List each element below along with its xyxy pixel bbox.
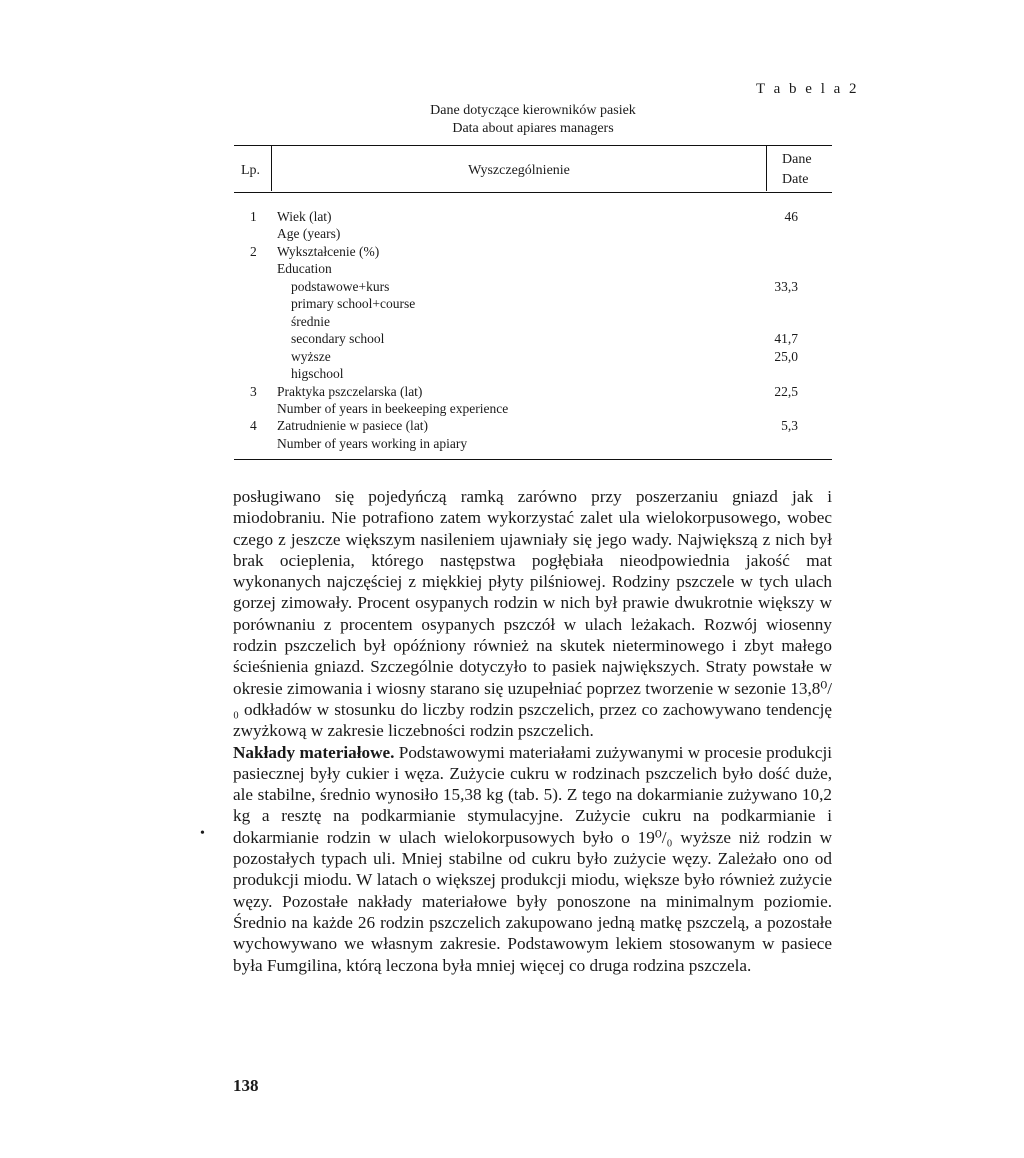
table-header-description: Wyszczególnienie — [468, 163, 570, 178]
table-row-value: 46 — [784, 209, 798, 224]
table-top-rule — [234, 145, 832, 146]
table-header-data-pl: Dane — [782, 152, 812, 167]
table-row-text: podstawowe+kurs — [291, 278, 390, 294]
table-row-text: Praktyka pszczelarska (lat) — [277, 383, 423, 399]
table-row-text: Number of years in beekeeping experience — [277, 400, 509, 416]
body-text — [233, 486, 832, 976]
table-bottom-rule — [234, 459, 832, 460]
table-row-value: 41,7 — [774, 331, 798, 347]
table-caption-en: Data about apiares managers — [452, 121, 614, 136]
paragraph-2-text: Podstawowymi materiałami zużywanymi w procesie produkcji pasiecznej były cukier i węza. Zużycie cukru w rodzinach pszczelich było dość duże, ale stabilne, średnio wynosiło 15,38 kg (tab. 5). Z tego na dokarmianie zużywano 10,2 kg a resztę na podkarmianie stymulacyjne. Zużycie cukru na podkarmianie i dokarmianie rodzin w ulach wielokorpusowych było o 19⁰/₀ wyższe niż rodzin w pozostałych typach uli. Mniej stabilne od cukru było zużycie węzy. Zależało ono od produkcji miodu. W latach o większej produkcji miodu, większe było również zużycie węzy. Pozostałe nakłady materiałowe były ponoszone na minimalnym poziomie. Średnio na każde 26 rodzin pszczelich zakupowano jedną matkę pszczelą, a pozostałe wychowywano we własnym zakresie. Podstawowym lekiem stosowanym w pasiece była Fumgilina, którą leczona była mniej więcej co druga rodzina pszczela. — [233, 742, 832, 975]
paragraph-2 — [233, 742, 832, 976]
table-header-data-en: Date — [782, 172, 809, 187]
table-row-text: Number of years working in apiary — [277, 435, 468, 451]
table-header-lp: Lp. — [241, 163, 261, 178]
table-header-rule — [234, 192, 832, 193]
table-caption-pl: Dane dotyczące kierowników pasiek — [430, 103, 636, 118]
table-row-number: 1 — [250, 209, 257, 224]
table-row-text: Zatrudnienie w pasiece (lat) — [277, 418, 429, 434]
table-row-text: primary school+course — [291, 296, 416, 312]
table-column-divider-left — [271, 146, 272, 191]
table-row-text: Wiek (lat) — [277, 209, 332, 224]
table-row-value: 22,5 — [774, 383, 798, 399]
table-row-number: 4 — [250, 418, 257, 434]
table-row-text: Education — [277, 261, 332, 277]
table-row-value: 5,3 — [781, 418, 798, 434]
table-row-value: 33,3 — [774, 278, 798, 294]
table-label: T a b e l a 2 — [756, 81, 860, 97]
table-row-number: 3 — [250, 383, 257, 399]
table-row-text: wyższe — [291, 348, 331, 364]
table-row-text: średnie — [291, 313, 330, 329]
margin-mark: • — [200, 826, 205, 841]
table-row-number: 2 — [250, 243, 257, 259]
table-row-value: 25,0 — [774, 348, 798, 364]
paragraph-1: posługiwano się pojedyńczą ramką zarówno przy poszerzaniu gniazd jak i miodobraniu. Nie potrafiono zatem wykorzystać zalet ula wielokorpusowego, wobec czego z jeszcze większym nasileniem ujawniały się jego wady. Największą z nich był brak ocieplenia, którego następstwa pogłębiała nieodpowiednia jakość mat wykonanych najczęściej z miękkiej płyty pilśniowej. Rodziny pszczele w tych ulach gorzej zimowały. Procent osypanych rodzin w nich był prawie dwukrotnie większy w porównaniu z procentem osypanych pszczół w ulach leżakach. Rozwój wiosenny rodzin pszczelich był opóźniony również na skutek nieterminowego i zbyt małego ścieśnienia gniazd. Szczególnie dotyczyło to pasiek największych. Straty powstałe w okresie zimowania i wiosny starano się uzupełniać poprzez tworzenie w sezonie 13,8⁰/₀ odkładów w stosunku do liczby rodzin pszczelich, przez co zachowywano tendencję zwyżkową w zakresie liczebności rodzin pszczelich. — [233, 487, 832, 741]
table-row-text: secondary school — [291, 331, 385, 347]
table-row-text: higschool — [291, 366, 344, 382]
section-heading: Nakłady materiałowe. — [233, 742, 395, 762]
page-number: 138 — [233, 1076, 259, 1095]
table-row-text: Age (years) — [277, 226, 341, 242]
table-row-text: Wykształcenie (%) — [277, 243, 380, 259]
table-column-divider-right — [766, 146, 767, 191]
